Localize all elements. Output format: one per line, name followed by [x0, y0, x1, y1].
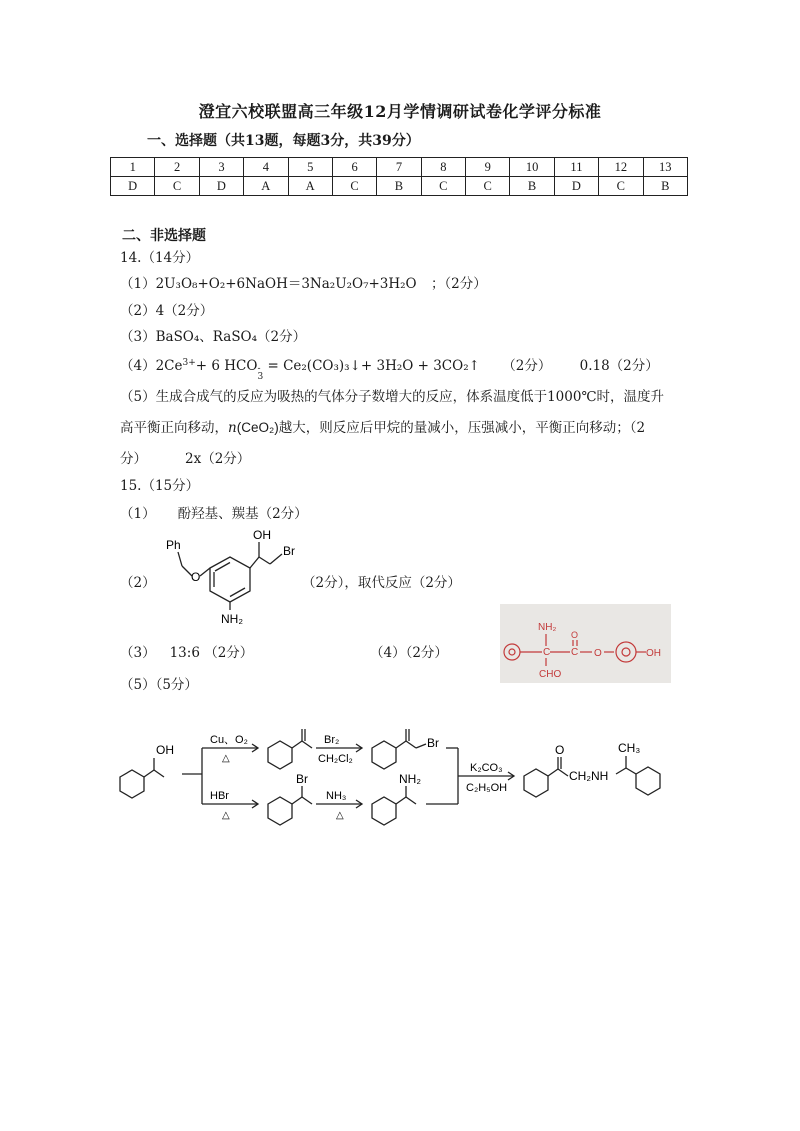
- q14-part4-score: （2分）: [502, 358, 552, 374]
- handwritten-structure-photo: [500, 604, 671, 683]
- answer-cell: B: [643, 177, 688, 196]
- section-heading-multiple-choice: 一、选择题（共13题，每题3分，共39分）: [147, 133, 420, 149]
- struct2-ph-label: Ph: [166, 538, 181, 552]
- answer-cell: C: [155, 177, 199, 196]
- q14-part1-score: ；（2分）: [430, 276, 487, 292]
- struct2-br-label: Br: [283, 544, 295, 558]
- table-row-numbers: [111, 158, 688, 177]
- q15-part3-label: （3）: [120, 645, 156, 661]
- answer-cell: B: [510, 177, 554, 196]
- answer-cell: C: [332, 177, 376, 196]
- question-number-cell: 9: [466, 158, 510, 177]
- q14-part5-line3-a: 分）: [120, 451, 147, 467]
- scheme-r5-solvent: C₂H₅OH: [466, 782, 508, 794]
- scheme-final-o-label: O: [555, 743, 565, 757]
- q14-header: 14.（14分）: [120, 250, 200, 266]
- answer-cell: C: [599, 177, 643, 196]
- q14-part5-line3-b: 2x（2分）: [185, 451, 251, 467]
- scheme-final-ch3-label: CH₃: [618, 741, 641, 755]
- svg-text:O: O: [594, 648, 602, 659]
- answer-cell: D: [111, 177, 155, 196]
- table-row-answers: [111, 177, 688, 196]
- q15-part3: [120, 641, 253, 661]
- q15-part3-text: 13:6 （2分）: [169, 645, 254, 661]
- svg-text:C: C: [571, 647, 579, 658]
- question-number-cell: 1: [111, 158, 155, 177]
- answer-cell: B: [377, 177, 421, 196]
- answer-cell: A: [288, 177, 332, 196]
- scheme-top-br-label: Br: [427, 736, 439, 750]
- q14-part4-plus: + 6 HCO: [195, 358, 258, 374]
- q14-part5-n: n: [228, 420, 237, 436]
- scheme-final-ch2nh-label: CH₂NH: [569, 769, 609, 783]
- question-number-cell: 3: [199, 158, 243, 177]
- q14-part3-label: （3）: [120, 329, 156, 345]
- q14-part4-ce-charge: 3+: [182, 358, 196, 368]
- q14-part4-ce: 2Ce: [155, 358, 183, 374]
- q14-part5-line2-a: 高平衡正向移动，: [120, 420, 228, 436]
- handwritten-nh2-label: NH₂: [538, 622, 557, 633]
- question-number-cell: 4: [244, 158, 288, 177]
- struct2-oh-label: OH: [253, 528, 271, 542]
- scheme-nh2-label: NH₂: [399, 772, 421, 786]
- q14-part3-text: BaSO₄、RaSO₄（2分）: [155, 329, 307, 345]
- q14-part1: [120, 272, 487, 292]
- scheme-r1-cond: △: [222, 753, 230, 764]
- q15-part2-label: （2）: [120, 575, 156, 591]
- scheme-r4-reagent: NH₃: [326, 790, 347, 802]
- q14-part4-hco-charge: -: [257, 364, 261, 374]
- q15-part5: （5）（5分）: [120, 677, 198, 693]
- answer-cell: A: [244, 177, 288, 196]
- q15-part2-structure: [148, 528, 308, 633]
- scheme-start-benzene: [120, 770, 144, 798]
- q14-part1-label: （1）: [120, 276, 156, 292]
- answer-cell: C: [466, 177, 510, 196]
- question-number-cell: 7: [377, 158, 421, 177]
- scheme-r5-reagent: K₂CO₃: [470, 762, 503, 774]
- scheme-r3-cond: △: [222, 810, 230, 821]
- q14-part4-hco-sub: 3: [257, 372, 264, 382]
- scheme-oh-label: OH: [156, 743, 174, 757]
- q14-part2: （2）4（2分）: [120, 303, 214, 319]
- q14-part5-line3: [120, 447, 250, 467]
- q14-part4: [120, 354, 659, 381]
- svg-text:C: C: [543, 647, 551, 658]
- q14-part1-equation: 2U₃O₈+O₂+6NaOH＝3Na₂U₂O₇+3H₂O: [155, 276, 417, 292]
- q14-part5-line1: （5）生成合成气的反应为吸热的气体分子数增大的反应，体系温度低于1000℃时，温度升: [120, 389, 665, 405]
- question-number-cell: 12: [599, 158, 643, 177]
- question-number-cell: 10: [510, 158, 554, 177]
- q15-header: 15.（15分）: [120, 478, 200, 494]
- q14-part5-line2: [120, 416, 645, 436]
- scheme-r2-reagent: Br₂: [324, 734, 340, 746]
- scheme-bottom-br-label: Br: [296, 772, 308, 786]
- handwritten-oh-label: OH: [646, 648, 661, 659]
- question-number-cell: 13: [643, 158, 688, 177]
- question-number-cell: 5: [288, 158, 332, 177]
- handwritten-o-label: O: [571, 630, 579, 640]
- scheme-r2-solvent: CH₂Cl₂: [318, 753, 353, 765]
- scheme-r1-reagent: Cu、O₂: [210, 734, 248, 746]
- scheme-r4-cond: △: [336, 810, 344, 821]
- struct2-nh2-label: NH₂: [221, 612, 243, 626]
- q14-part5-ceo2: (CeO₂): [236, 420, 279, 435]
- struct2-o-label: O: [191, 570, 201, 584]
- q14-part4-rest: = Ce₂(CO₃)₃↓+ 3H₂O + 3CO₂↑: [263, 358, 480, 374]
- question-number-cell: 2: [155, 158, 199, 177]
- handwritten-cho-label: CHO: [539, 669, 562, 680]
- answer-table: [110, 157, 688, 196]
- q15-part4: （4）（2分）: [370, 645, 448, 661]
- q15-part1-label: （1）: [120, 506, 156, 522]
- q15-part1: [120, 502, 308, 522]
- q14-part3: [120, 325, 306, 345]
- q15-part1-text: 酚羟基、羰基（2分）: [177, 506, 308, 522]
- answer-cell: C: [421, 177, 465, 196]
- question-number-cell: 6: [332, 158, 376, 177]
- answer-cell: D: [199, 177, 243, 196]
- q15-part2-score: （2分），取代反应（2分）: [302, 575, 461, 591]
- question-number-cell: 11: [554, 158, 598, 177]
- answer-cell: D: [554, 177, 598, 196]
- question-number-cell: 8: [421, 158, 465, 177]
- q14-part5-line2-b: 越大，则反应后甲烷的量减小，压强减小，平衡正向移动；（2: [278, 420, 646, 436]
- scheme-r3-reagent: HBr: [210, 790, 229, 802]
- synthesis-scheme: [110, 716, 690, 826]
- q14-part4-label: （4）: [120, 358, 156, 374]
- page-title: 澄宜六校联盟高三年级12月学情调研试卷化学评分标准: [198, 102, 602, 121]
- section-heading-non-choice: 二、非选择题: [122, 228, 206, 244]
- q14-part4-value: 0.18（2分）: [579, 358, 659, 374]
